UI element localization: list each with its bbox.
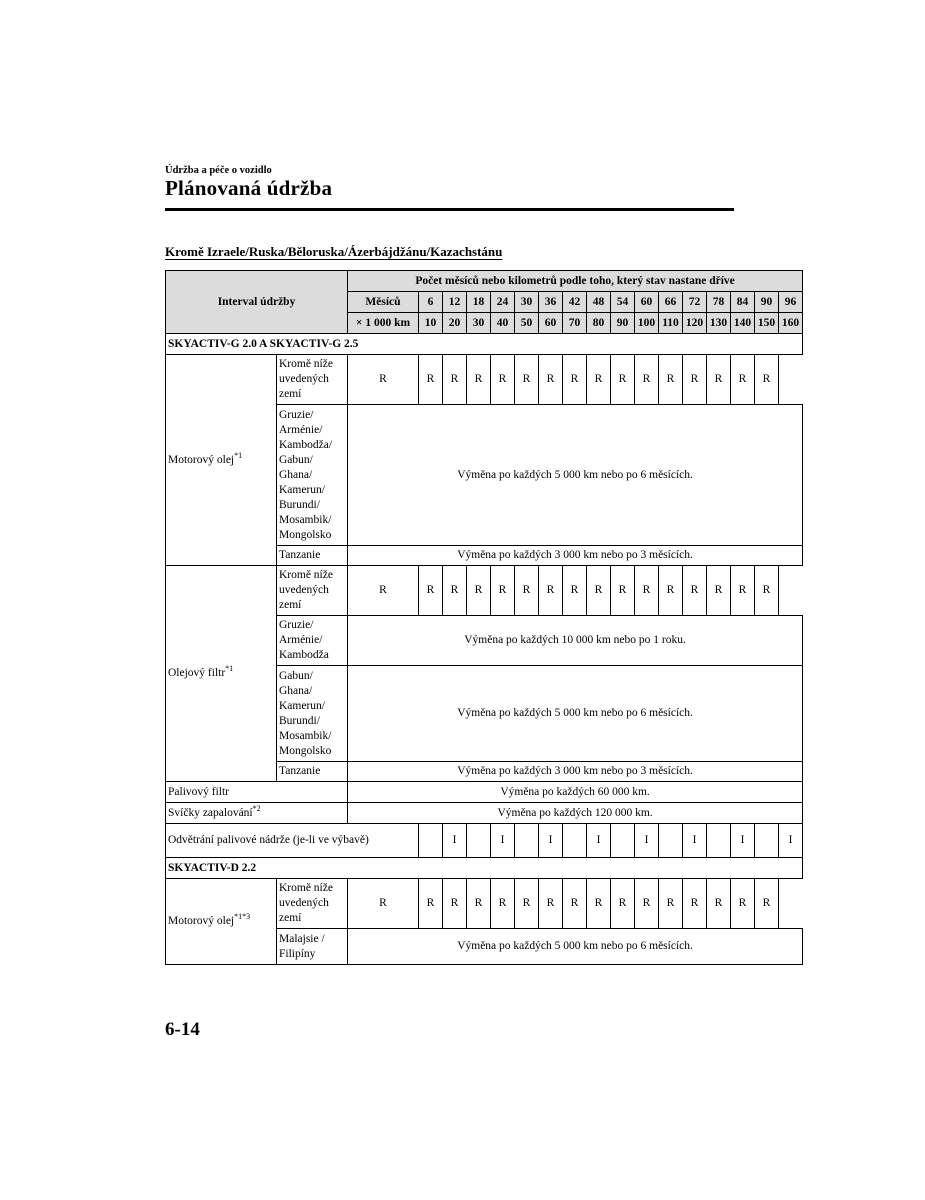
schedule-mark: R bbox=[539, 355, 563, 405]
schedule-mark: R bbox=[611, 566, 635, 616]
schedule-mark: R bbox=[348, 879, 419, 929]
schedule-mark: R bbox=[707, 566, 731, 616]
month-cell: 6 bbox=[419, 292, 443, 313]
span-header: Počet měsíců nebo kilometrů podle toho, který stav nastane dříve bbox=[348, 271, 803, 292]
km-cell: 140 bbox=[731, 313, 755, 334]
schedule-mark: R bbox=[467, 566, 491, 616]
schedule-mark: R bbox=[563, 879, 587, 929]
schedule-mark: R bbox=[683, 355, 707, 405]
diesel-engine-oil-cell bbox=[166, 879, 277, 965]
schedule-mark: R bbox=[443, 879, 467, 929]
footnote-mark: *1 bbox=[234, 450, 243, 460]
schedule-mark: R bbox=[707, 355, 731, 405]
month-cell: 54 bbox=[611, 292, 635, 313]
schedule-mark: R bbox=[587, 566, 611, 616]
engine-oil-cell bbox=[166, 355, 277, 566]
schedule-mark bbox=[659, 824, 683, 858]
schedule-mark: R bbox=[563, 566, 587, 616]
schedule-mark: R bbox=[515, 879, 539, 929]
fuel-tank-vent-label: Odvětrání palivové nádrže (je-li ve výbavě) bbox=[166, 824, 419, 858]
interval-note: Výměna po každých 3 000 km nebo po 3 měsících. bbox=[348, 762, 803, 782]
schedule-mark bbox=[419, 824, 443, 858]
km-cell: 10 bbox=[419, 313, 443, 334]
section-label: Údržba a péče o vozidlo bbox=[165, 165, 272, 176]
interval-note: Výměna po každých 5 000 km nebo po 6 měsících. bbox=[348, 405, 803, 546]
table-row bbox=[166, 879, 803, 929]
section-row-skyactiv-g: SKYACTIV-G 2.0 A SKYACTIV-G 2.5 bbox=[166, 334, 803, 355]
km-cell: 40 bbox=[491, 313, 515, 334]
month-cell: 48 bbox=[587, 292, 611, 313]
tanzania-label: Tanzanie bbox=[277, 762, 348, 782]
interval-note: Výměna po každých 5 000 km nebo po 6 měsících. bbox=[348, 666, 803, 762]
schedule-mark: I bbox=[683, 824, 707, 858]
schedule-mark: R bbox=[611, 879, 635, 929]
schedule-mark: R bbox=[443, 355, 467, 405]
schedule-mark: R bbox=[611, 355, 635, 405]
months-label: Měsíců bbox=[348, 292, 419, 313]
km-cell: 70 bbox=[563, 313, 587, 334]
oil-filter-label: Olejový filtr bbox=[168, 667, 226, 679]
schedule-mark: I bbox=[443, 824, 467, 858]
table-row bbox=[166, 566, 803, 616]
schedule-mark: R bbox=[635, 879, 659, 929]
spark-plugs-cell bbox=[166, 803, 348, 824]
table-heading: Kromě Izraele/Ruska/Běloruska/Ázerbájdžánu/Kazachstánu bbox=[165, 244, 503, 259]
month-cell: 12 bbox=[443, 292, 467, 313]
schedule-mark: R bbox=[419, 566, 443, 616]
schedule-mark: R bbox=[755, 355, 779, 405]
schedule-mark: R bbox=[731, 355, 755, 405]
schedule-mark: R bbox=[635, 355, 659, 405]
schedule-mark: I bbox=[491, 824, 515, 858]
schedule-mark: I bbox=[635, 824, 659, 858]
fuel-filter-label: Palivový filtr bbox=[166, 782, 348, 803]
km-cell: 150 bbox=[755, 313, 779, 334]
month-cell: 24 bbox=[491, 292, 515, 313]
diesel-engine-oil-label: Motorový olej bbox=[168, 915, 235, 927]
month-cell: 84 bbox=[731, 292, 755, 313]
spark-plugs-label: Svíčky zapalování bbox=[168, 806, 253, 819]
schedule-mark: R bbox=[491, 879, 515, 929]
country-group-label: Malajsie / Filipíny bbox=[277, 929, 348, 965]
country-group-label: Gruzie/ Arménie/ Kambodža/ Gabun/ Ghana/ Kamerun/ Burundi/ Mosambik/ Mongolsko bbox=[277, 405, 348, 546]
schedule-mark: R bbox=[683, 566, 707, 616]
schedule-mark: R bbox=[707, 879, 731, 929]
km-cell: 130 bbox=[707, 313, 731, 334]
schedule-mark: R bbox=[491, 566, 515, 616]
except-countries-label: Kromě níže uvedených zemí bbox=[277, 566, 348, 616]
schedule-mark: R bbox=[635, 566, 659, 616]
oil-filter-cell bbox=[166, 566, 277, 782]
month-cell: 96 bbox=[779, 292, 803, 313]
page-title: Plánovaná údržba bbox=[165, 176, 333, 200]
km-cell: 90 bbox=[611, 313, 635, 334]
schedule-mark: R bbox=[419, 879, 443, 929]
km-cell: 50 bbox=[515, 313, 539, 334]
schedule-mark: R bbox=[443, 566, 467, 616]
schedule-mark: R bbox=[563, 355, 587, 405]
schedule-mark: R bbox=[467, 879, 491, 929]
footnote-mark: *1 bbox=[225, 664, 234, 674]
table-row bbox=[166, 803, 803, 824]
interval-note: Výměna po každých 10 000 km nebo po 1 roku. bbox=[348, 616, 803, 666]
except-countries-label: Kromě níže uvedených zemí bbox=[277, 355, 348, 405]
km-cell: 60 bbox=[539, 313, 563, 334]
tanzania-label: Tanzanie bbox=[277, 546, 348, 566]
schedule-mark: R bbox=[659, 566, 683, 616]
km-cell: 30 bbox=[467, 313, 491, 334]
schedule-mark: I bbox=[779, 824, 803, 858]
km-cell: 80 bbox=[587, 313, 611, 334]
km-cell: 120 bbox=[683, 313, 707, 334]
country-group-label: Gabun/ Ghana/ Kamerun/ Burundi/ Mosambik/ Mongolsko bbox=[277, 666, 348, 762]
schedule-mark: R bbox=[491, 355, 515, 405]
schedule-mark bbox=[563, 824, 587, 858]
month-cell: 36 bbox=[539, 292, 563, 313]
schedule-mark: R bbox=[539, 566, 563, 616]
page-number: 6-14 bbox=[165, 1019, 200, 1040]
month-cell: 90 bbox=[755, 292, 779, 313]
schedule-mark: I bbox=[587, 824, 611, 858]
schedule-mark: I bbox=[731, 824, 755, 858]
km-cell: 100 bbox=[635, 313, 659, 334]
schedule-mark: R bbox=[659, 355, 683, 405]
interval-note: Výměna po každých 120 000 km. bbox=[348, 803, 803, 824]
schedule-mark: R bbox=[587, 355, 611, 405]
schedule-mark: R bbox=[515, 355, 539, 405]
section-row-skyactiv-d: SKYACTIV-D 2.2 bbox=[166, 858, 803, 879]
schedule-mark: R bbox=[755, 879, 779, 929]
schedule-mark bbox=[515, 824, 539, 858]
schedule-mark: R bbox=[348, 566, 419, 616]
footnote-mark: *1*3 bbox=[234, 912, 251, 922]
schedule-mark bbox=[467, 824, 491, 858]
schedule-mark: R bbox=[755, 566, 779, 616]
km-cell: 160 bbox=[779, 313, 803, 334]
schedule-mark: R bbox=[731, 566, 755, 616]
month-cell: 66 bbox=[659, 292, 683, 313]
month-cell: 78 bbox=[707, 292, 731, 313]
month-cell: 42 bbox=[563, 292, 587, 313]
schedule-mark: R bbox=[515, 566, 539, 616]
km-cell: 20 bbox=[443, 313, 467, 334]
table-row bbox=[166, 355, 803, 405]
month-cell: 60 bbox=[635, 292, 659, 313]
engine-oil-label: Motorový olej bbox=[168, 453, 235, 466]
month-cell: 30 bbox=[515, 292, 539, 313]
schedule-mark bbox=[611, 824, 635, 858]
interval-header: Interval údržby bbox=[166, 271, 348, 334]
schedule-mark: R bbox=[587, 879, 611, 929]
maintenance-schedule-table bbox=[165, 270, 803, 965]
footnote-mark: *2 bbox=[252, 803, 261, 813]
schedule-mark: R bbox=[419, 355, 443, 405]
table-row bbox=[166, 824, 803, 858]
schedule-mark: R bbox=[539, 879, 563, 929]
month-cell: 72 bbox=[683, 292, 707, 313]
interval-note: Výměna po každých 3 000 km nebo po 3 měsících. bbox=[348, 546, 803, 566]
km-label: × 1 000 km bbox=[348, 313, 419, 334]
title-rule bbox=[165, 208, 734, 211]
month-cell: 18 bbox=[467, 292, 491, 313]
schedule-mark: I bbox=[539, 824, 563, 858]
schedule-mark bbox=[707, 824, 731, 858]
except-countries-label: Kromě níže uvedených zemí bbox=[277, 879, 348, 929]
schedule-mark: R bbox=[731, 879, 755, 929]
schedule-mark: R bbox=[467, 355, 491, 405]
table-row bbox=[166, 782, 803, 803]
interval-note: Výměna po každých 60 000 km. bbox=[348, 782, 803, 803]
schedule-mark bbox=[755, 824, 779, 858]
country-group-label: Gruzie/ Arménie/ Kambodža bbox=[277, 616, 348, 666]
schedule-mark: R bbox=[348, 355, 419, 405]
schedule-mark: R bbox=[659, 879, 683, 929]
schedule-mark: R bbox=[683, 879, 707, 929]
km-cell: 110 bbox=[659, 313, 683, 334]
interval-note: Výměna po každých 5 000 km nebo po 6 měsících. bbox=[348, 929, 803, 965]
